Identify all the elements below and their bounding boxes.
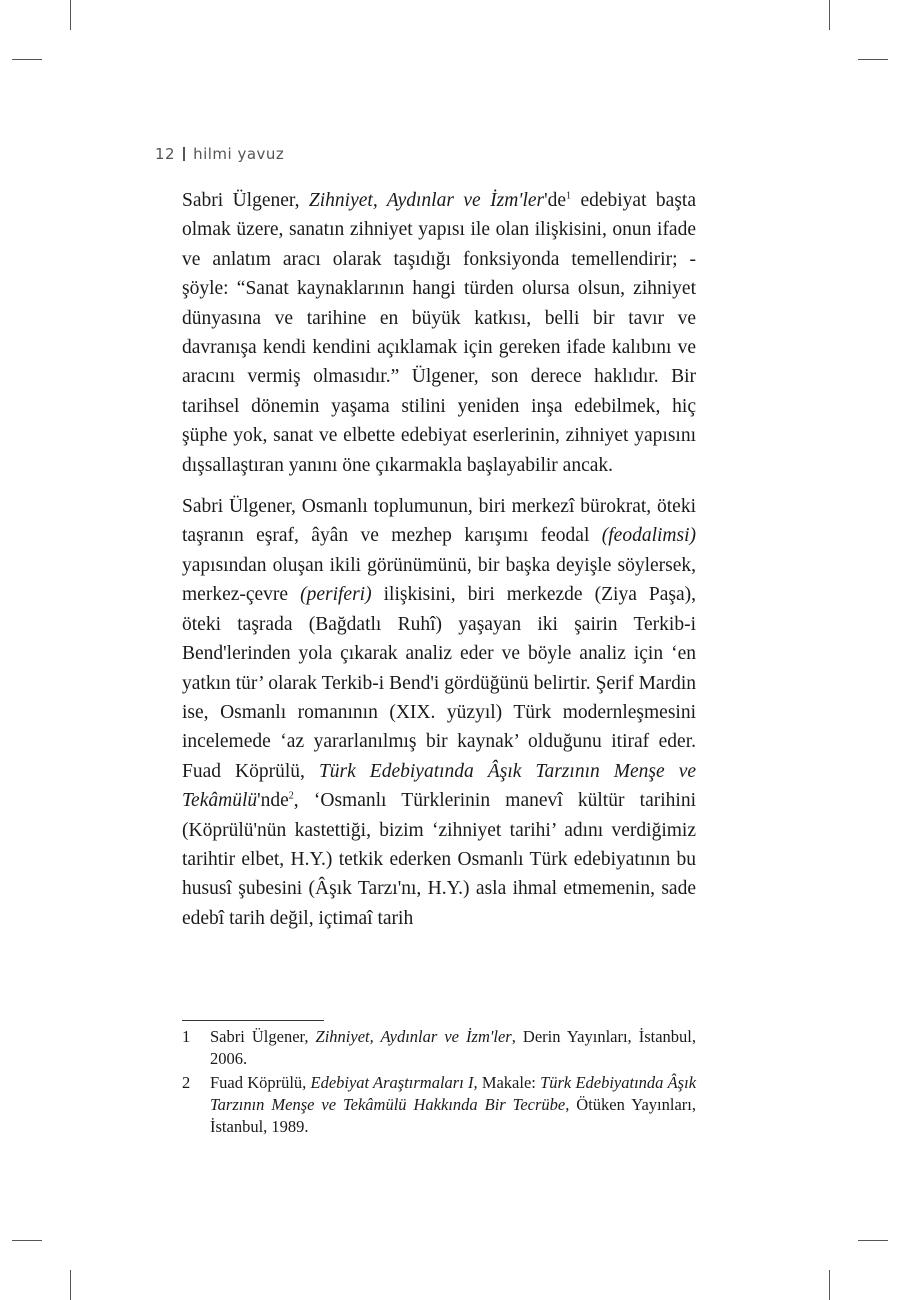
paragraph-2 <box>182 492 696 933</box>
footnote-title: Edebiyat Araştırmaları I, <box>310 1073 478 1092</box>
book-title-italic: Zihniyet, Aydınlar ve İzm'ler <box>308 190 545 211</box>
footnote-text <box>210 1072 696 1138</box>
footnotes <box>182 1026 696 1140</box>
footnote-number: 1 <box>182 1027 191 1046</box>
paragraph-1-text: edebiyat başta olmak üzere, sanatın zihniyet yapısı ile olan ilişkisini, onun ifade ve anlatım aracı olarak taşıdığı fonksiyonda temellendirir; - şöyle: “Sanat kaynaklarının hangi türden olursa olsun, zihniyet dünyasına ve tarihine en büyük katkısı, belli bir tavır ve davranışa kendi kendini açıklamak için gereken ifade kalıbını ve aracını vermiş olmasıdır.” Ülgener, son derece haklıdır. Bir tarihsel dönemin yaşama stilini yeniden inşa edebilmek, hiç şüphe yok, sanat ve elbette edebiyat eserlerinin, zihniyet yapısını dışsallaştıran yanını öne çıkarmakla başlayabilir ancak. <box>182 190 697 476</box>
paragraph-1-text: 'de <box>544 190 567 211</box>
paragraph-2-text: yapısından oluşan ikili görünümünü, bir başka deyişle söylersek, merkez-çevre <box>182 554 696 606</box>
footnote-author: Fuad Köprülü, <box>210 1073 311 1092</box>
italic-term: (periferi) <box>300 584 372 606</box>
body-text <box>182 186 696 945</box>
crop-mark-bottom-left <box>70 1270 71 1300</box>
running-head-author: hilmi yavuz <box>193 145 285 163</box>
footnote-text-segment: Makale: <box>477 1073 541 1092</box>
crop-mark-top-left <box>70 0 71 30</box>
footnote-publisher: Ötüken Yayınları, İstanbul, 1989. <box>210 1095 696 1136</box>
crop-mark-right-bottom <box>858 1240 888 1241</box>
footnote-ref-2: 2 <box>288 790 294 802</box>
paragraph-1 <box>182 186 696 480</box>
footnote-1 <box>182 1026 696 1070</box>
footnote-number: 2 <box>182 1073 191 1092</box>
paragraph-2-text: , ‘Osmanlı Türklerinin manevî kültür tarihini (Köprülü'nün kastettiği, bizim ‘zihniyet tarihi’ adını verdiğimiz tarihtir elbet, H.Y.) tetkik ederken Osmanlı Türk edebiyatının bu hususî şubesini (Âşık Tarzı'nı, H.Y.) asla ihmal etmemenin, sade edebî tarih değil, içtimaî tarih <box>182 790 696 929</box>
crop-mark-left-top <box>12 59 42 60</box>
running-head <box>155 145 284 163</box>
footnote-publisher: , Derin Yayınları, İstanbul, 2006. <box>210 1027 697 1068</box>
paragraph-1-text: Sabri Ülgener, <box>182 190 309 211</box>
italic-term: (feodalimsi) <box>601 525 696 547</box>
running-head-divider <box>183 147 185 161</box>
crop-mark-right-top <box>858 59 888 60</box>
crop-mark-top-right <box>829 0 830 30</box>
footnote-article-title: Türk Edebiyatında Âşık Tarzının Menşe ve Tekâmülü Hakkında Bir Tecrübe, <box>210 1073 697 1114</box>
footnote-author: Sabri Ülgener, <box>210 1027 316 1046</box>
crop-mark-bottom-right <box>829 1270 830 1300</box>
paragraph-2-text: ilişkisini, biri merkezde (Ziya Paşa), öteki taşrada (Bağdatlı Ruhî) yaşayan iki şairin Terkib-i Bend'lerinden yola çıkarak analiz eder ve böyle analiz için ‘en yatkın tür’ olarak Terkib-i Bend'i gördüğünü belirtir. Şerif Mardin ise, Osmanlı romanının (XIX. yüzyıl) Türk modernleşmesini incelemede ‘az yararlanılmış bir kaynak’ olduğunu itiraf eder. Fuad Köprülü, <box>182 584 696 782</box>
footnote-rule <box>182 1020 324 1021</box>
footnote-text <box>210 1026 696 1070</box>
paragraph-2-text: Sabri Ülgener, Osmanlı toplumunun, biri merkezî bürokrat, öteki taşranın eşraf, âyân ve mezhep karışımı feodal <box>182 496 696 547</box>
page-number: 12 <box>155 145 176 163</box>
crop-mark-left-bottom <box>12 1240 42 1241</box>
book-title-italic: Türk Edebiyatında Âşık Tarzının Menşe ve Tekâmülü <box>182 760 696 812</box>
footnote-title: Zihniyet, Aydınlar ve İzm'ler <box>315 1027 512 1046</box>
footnote-2 <box>182 1072 696 1138</box>
paragraph-2-text: 'nde <box>257 790 289 812</box>
footnote-ref-1: 1 <box>566 190 572 202</box>
